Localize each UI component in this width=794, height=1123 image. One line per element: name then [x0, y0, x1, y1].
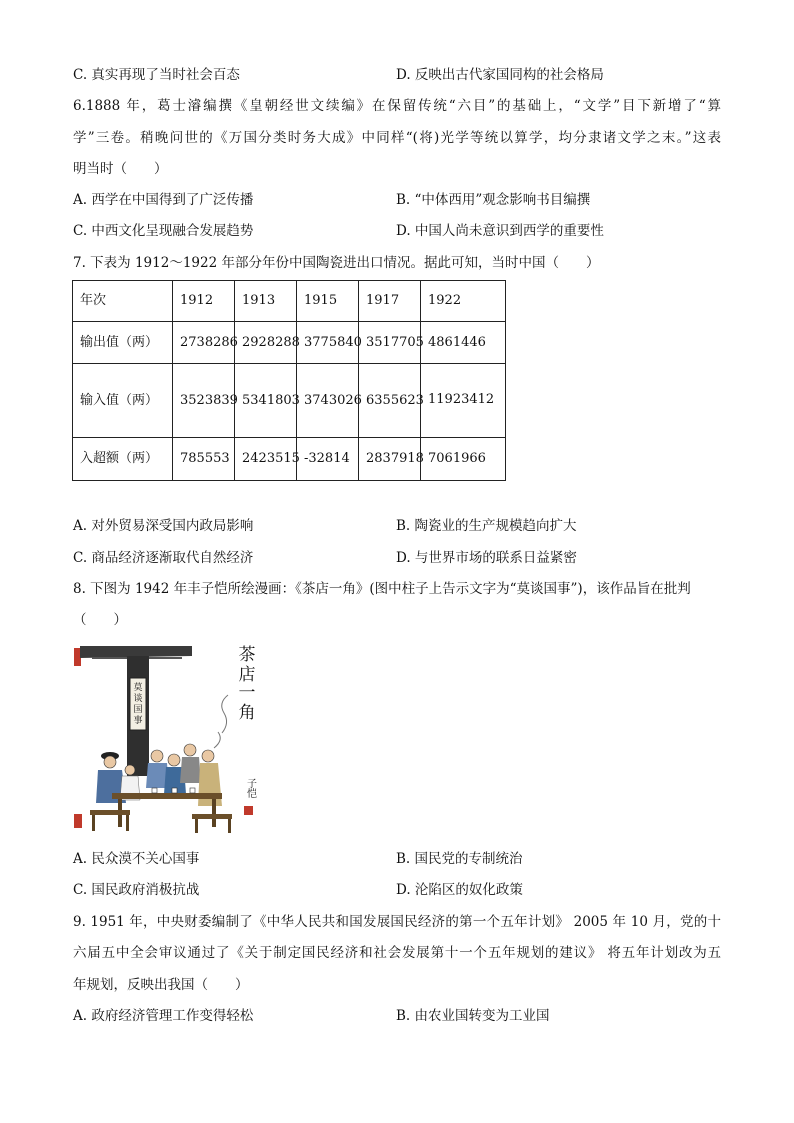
- q7-stem: 7. 下表为 1912～1922 年部分年份中国陶瓷进出口情况。据此可知，当时中国（ ）: [73, 255, 600, 271]
- seal-stamp-top: [74, 648, 81, 666]
- q7-option-b: B. 陶瓷业的生产规模趋向扩大: [396, 518, 577, 534]
- table-row: [73, 364, 506, 438]
- table-header-cell: 1913: [235, 281, 297, 322]
- table-row: [73, 322, 506, 364]
- table-header-cell: 1917: [359, 281, 421, 322]
- seal-stamp-signature: [244, 806, 253, 815]
- table-cell: 输出值（两）: [73, 322, 173, 364]
- seal-stamp-bottom: [74, 814, 82, 828]
- cartoon-title-glyph: 角: [238, 703, 256, 723]
- q6-option-c: C. 中西文化呈现融合发展趋势: [73, 223, 254, 239]
- table-cell: 4861446: [421, 322, 506, 364]
- table-cell: 6355623: [359, 364, 421, 438]
- cartoon-image: [72, 638, 262, 838]
- sign-glyph: 事: [133, 716, 143, 726]
- q7-option-c: C. 商品经济逐渐取代自然经济: [73, 550, 254, 566]
- table-cell: 5341803: [235, 364, 297, 438]
- table-cell: 2738286: [173, 322, 235, 364]
- artist-signature: 子恺: [244, 778, 256, 798]
- q8-stem-line-1: 8. 下图为 1942 年丰子恺所绘漫画：《茶店一角》(图中柱子上告示文字为“莫谈国事”)，该作品旨在批判: [73, 581, 691, 597]
- trade-table: [72, 280, 506, 481]
- q9-stem-line-2: 六届五中全会审议通过了《关于制定国民经济和社会发展第十一个五年规划的建议》 将五年计划改为五: [73, 945, 721, 961]
- table-cell: 输入值（两）: [73, 364, 173, 438]
- q5-option-d: D. 反映出古代家国同构的社会格局: [396, 67, 604, 83]
- table-header-row: [73, 281, 506, 322]
- cartoon-title-glyph: 茶: [238, 645, 256, 665]
- sign-glyph: 莫: [133, 683, 143, 693]
- q7-option-d: D. 与世界市场的联系日益紧密: [396, 550, 577, 566]
- q8-option-b: B. 国民党的专制统治: [396, 851, 523, 867]
- table-row: [73, 438, 506, 481]
- q9-option-a: A. 政府经济管理工作变得轻松: [73, 1008, 254, 1024]
- q8-stem-line-2: （ ）: [73, 612, 127, 628]
- q8-option-d: D. 沦陷区的奴化政策: [396, 882, 523, 898]
- table-cell: 2928288: [235, 322, 297, 364]
- table-cell: 3523839: [173, 364, 235, 438]
- table-cell: 11923412: [421, 364, 506, 438]
- table-cell: 3743026: [297, 364, 359, 438]
- q9-stem-line-1: 9. 1951 年，中央财委编制了《中华人民共和国发展国民经济的第一个五年计划》 2005 年 10 月，党的十: [73, 914, 721, 930]
- cartoon-title-glyph: 一: [238, 683, 256, 703]
- table-cell: 3517705: [359, 322, 421, 364]
- table-header-cell: 年次: [73, 281, 173, 322]
- tea-drinkers: [90, 744, 232, 833]
- table-header-cell: 1912: [173, 281, 235, 322]
- table-cell: 7061966: [421, 438, 506, 481]
- table-cell: 785553: [173, 438, 235, 481]
- table-header-cell: 1915: [297, 281, 359, 322]
- q6-option-d: D. 中国人尚未意识到西学的重要性: [396, 223, 604, 239]
- q6-stem-line-1: 6.1888 年，葛士濬编撰《皇朝经世文续编》在保留传统“六目”的基础上，“文学”目下新增了“算: [73, 98, 721, 114]
- q6-stem-line-2: 学”三卷。稍晚问世的《万国分类时务大成》中同样“(将)光学等统以算学，均分隶诸文学之末。”这表: [73, 130, 721, 146]
- sign-glyph: 国: [133, 705, 143, 715]
- q7-option-a: A. 对外贸易深受国内政局影响: [73, 518, 254, 534]
- table-cell: 2423515: [235, 438, 297, 481]
- table-header-cell: 1922: [421, 281, 506, 322]
- table-cell: 入超额（两）: [73, 438, 173, 481]
- q6-stem-line-3: 明当时（ ）: [73, 161, 168, 177]
- table-cell: 3775840: [297, 322, 359, 364]
- table-cell: 2837918: [359, 438, 421, 481]
- q8-option-c: C. 国民政府消极抗战: [73, 882, 200, 898]
- sign-glyph: 谈: [133, 694, 143, 704]
- q6-option-b: B. “中体西用”观念影响书目编撰: [396, 192, 591, 208]
- q6-option-a: A. 西学在中国得到了广泛传播: [73, 192, 254, 208]
- q5-option-c: C. 真实再现了当时社会百态: [73, 67, 240, 83]
- cartoon-title-glyph: 店: [238, 665, 256, 685]
- table-cell: -32814: [297, 438, 359, 481]
- q9-stem-line-3: 年规划，反映出我国（ ）: [73, 977, 249, 993]
- q9-option-b: B. 由农业国转变为工业国: [396, 1008, 550, 1024]
- q8-option-a: A. 民众漠不关心国事: [73, 851, 200, 867]
